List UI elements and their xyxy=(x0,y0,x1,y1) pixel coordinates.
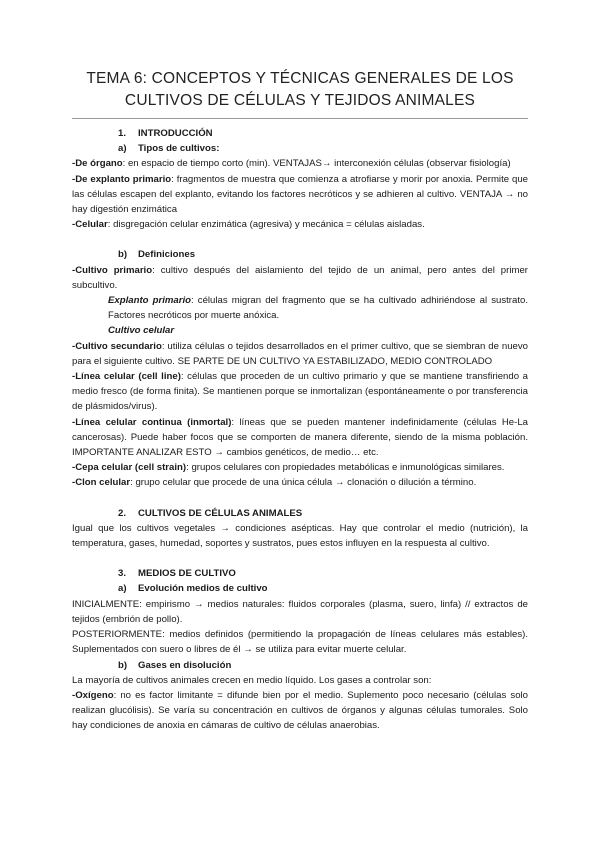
section-title: MEDIOS DE CULTIVO xyxy=(138,568,236,580)
term: Cultivo celular xyxy=(108,325,175,337)
term: -Oxígeno xyxy=(72,689,114,701)
term: -Cultivo primario xyxy=(72,264,153,276)
paragraph-explanto xyxy=(72,172,528,218)
document-title xyxy=(60,68,540,112)
subsection-title: Evolución medios de cultivo xyxy=(138,583,268,595)
section-title: INTRODUCCIÓN xyxy=(138,128,213,139)
term: -Cepa celular (cell strain) xyxy=(72,462,187,474)
paragraph-explanto-primario xyxy=(108,293,528,323)
paragraph-celular xyxy=(72,217,528,232)
definition: : fragmentos de muestra que comienza a atrofiarse y morir por anoxia. Permite que las células escapen del explanto, evitando los factores necróticos y se adhieren al cultivo. VENTAJA → no hay digestión enzimática xyxy=(72,173,528,216)
section-1-heading xyxy=(118,126,528,141)
section-number: 2. xyxy=(118,507,127,519)
term: -Clon celular xyxy=(72,477,131,489)
definition: : en espacio de tiempo corto (min). VENTAJAS→ interconexión células (observar fisiología) xyxy=(122,158,511,170)
paragraph-posteriormente: POSTERIORMENTE: medios definidos (permitiendo la propagación de líneas celulares más estables). Suplementados con suero o libres de él → se utiliza para evitar muerte celular. xyxy=(72,629,528,656)
section-2-heading xyxy=(118,506,528,521)
paragraph-cultivo-primario xyxy=(72,263,528,293)
definition: : grupo celular que procede de una única célula → clonación o dilución a término. xyxy=(130,477,477,489)
subsection-3b-heading xyxy=(118,658,528,673)
subsection-letter: a) xyxy=(118,143,127,155)
term: -De explanto primario xyxy=(72,173,172,185)
subsection-1b-heading xyxy=(118,247,528,262)
paragraph-inicialmente: INICIALMENTE: empirismo → medios naturales: fluidos corporales (plasma, suero, linfa) // extractos de tejidos (embrión de pollo). xyxy=(72,598,528,625)
definition: : grupos celulares con propiedades metabólicas e inmunológicas similares. xyxy=(186,462,505,474)
definition: : células que proceden de un cultivo primario y que se mantiene transfiriendo a medio fresco (de forma finita). Se mantienen porque se inmortalizan (espontáneamente o por transferencia de plásmidos/virus). xyxy=(72,371,528,413)
term: Explanto primario xyxy=(108,295,192,307)
section-number: 3. xyxy=(118,568,127,580)
paragraph-cepa xyxy=(72,460,528,475)
term: -De órgano xyxy=(72,158,123,170)
paragraph-clon xyxy=(72,475,528,490)
subsection-letter: b) xyxy=(118,659,128,671)
paragraph-gases-intro: La mayoría de cultivos animales crecen en medio líquido. Los gases a controlar son: xyxy=(72,674,432,686)
document-body xyxy=(72,126,528,734)
section-number: 1. xyxy=(118,128,127,139)
term: -Línea celular (cell line) xyxy=(72,371,181,383)
subsection-title: Tipos de cultivos: xyxy=(138,143,220,155)
subsection-title: Gases en disolución xyxy=(138,659,232,671)
definition: : disgregación celular enzimática (agresiva) y mecánica = células aisladas. xyxy=(107,219,425,231)
title-divider xyxy=(72,118,528,119)
definition: : células migran del fragmento que se ha cultivado adhiriéndose al sustrato. Factores necróticos por muerte anóxica. xyxy=(108,295,529,322)
paragraph-cultivo-secundario xyxy=(72,339,528,369)
section-3-heading xyxy=(118,566,528,581)
term: -Cultivo secundario xyxy=(72,340,162,352)
definition: : líneas que se pueden mantener indefinidamente (células He-La cancerosas). Puede haber focos que se comporten de manera diferente, siendo de la misma población. IMPORTANTE ANALIZAR ESTO → cambios genéticos, de medio… etc. xyxy=(72,416,529,459)
title-line-2: CULTIVOS DE CÉLULAS Y TEJIDOS ANIMALES xyxy=(124,92,476,109)
subsection-letter: b) xyxy=(118,249,128,261)
subsection-letter: a) xyxy=(118,583,127,595)
subsection-3a-heading xyxy=(118,581,528,596)
paragraph-oxigeno xyxy=(72,688,528,734)
term: -Celular xyxy=(72,219,108,231)
definition: : utiliza células o tejidos desarrollados en el primer cultivo, que se siembran de nuevo para el siguiente cultivo. SE PARTE DE UN CULTIVO YA ESTABILIZADO, MEDIO CONTROLADO xyxy=(72,340,528,367)
subsection-1a-heading xyxy=(118,141,528,156)
paragraph-linea-celular xyxy=(72,369,528,415)
paragraph-linea-continua xyxy=(72,415,528,461)
term: -Línea celular continua (inmortal) xyxy=(72,416,232,428)
section-title: CULTIVOS DE CÉLULAS ANIMALES xyxy=(138,507,303,519)
paragraph-organo xyxy=(72,156,528,171)
paragraph-cultivos-animales: Igual que los cultivos vegetales → condiciones asépticas. Hay que controlar el medio (nutrición), la temperatura, gases, humedad, soportes y sustratos, pues estos influyen en la respuesta al cultivo. xyxy=(72,522,528,550)
title-line-1: TEMA 6: CONCEPTOS Y TÉCNICAS GENERALES DE LOS xyxy=(86,70,514,87)
definition: : cultivo después del aislamiento del tejido de un animal, pero antes del primer subcultivo. xyxy=(72,264,528,291)
subsection-title: Definiciones xyxy=(138,249,196,261)
label-cultivo-celular xyxy=(108,323,528,338)
definition: : no es factor limitante = difunde bien por el medio. Suplemento poco necesario (células solo realizan glucólisis). Se varía su concentración en cultivos de órganos y algunas células tumorales. Solo hay condiciones de anoxia en cámaras de cultivo de células anaerobias. xyxy=(72,689,528,732)
